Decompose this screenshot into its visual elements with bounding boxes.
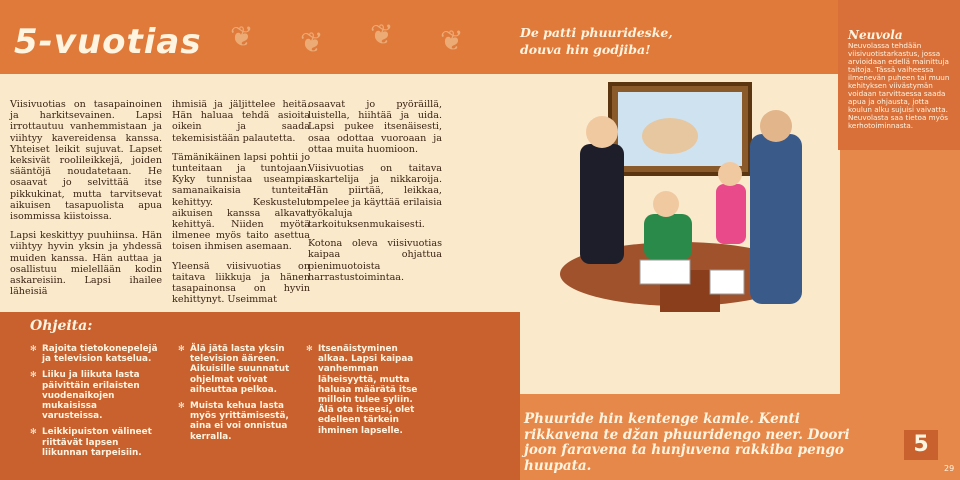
paragraph: Viisivuotias on taitava askartelija ja nikkaroija. Hän piirtää, leikkaa, ompelee ja käyttää erilaisia työkaluja tarkoituksenmukaisesti. <box>308 163 442 231</box>
tips-column-3 <box>306 344 426 442</box>
flower-ornament-icon: ❦ <box>300 26 324 59</box>
tip-item: ✻ Itsenäistyminen alkaa. Lapsi kaipaa vanhemman läheisyyttä, mutta haluaa määrätä itse milloin tulee syliin. Älä ota itseesi, olet edelleen tärkein ihminen lapselle. <box>306 344 426 436</box>
paragraph: Kotona oleva viisivuotias kaipaa ohjattua pienimuotoista harrastustoimintaa. <box>308 238 442 283</box>
grandfather-head <box>586 116 618 148</box>
flower-ornament-icon: ❦ <box>230 20 254 53</box>
text-column-1 <box>10 99 162 305</box>
paragraph: osaavat jo pyöräillä, luistella, hiihtää ja uida. Lapsi pukee itsenäisesti, osaa odottaa vuoroaan ja ottaa muita huomioon. <box>308 99 442 155</box>
page-number: 29 <box>944 464 955 473</box>
tips-column-2 <box>178 344 294 448</box>
tip-item: ✻ Liiku ja liikuta lasta päivittäin erilaisten vuodenaikojen mukaisissa varusteissa. <box>30 370 160 421</box>
text-column-2 <box>172 99 310 313</box>
tip-item: ✻ Rajoita tietokonepelejä ja television katselua. <box>30 344 160 364</box>
drawing-paper <box>710 270 744 294</box>
paragraph: Tämänikäinen lapsi pohtii jo tunteitaan ja tuntojaan. Kyky tunnistaa useampia samanaikaisia tunteita kehittyy. Keskustelut aikuisen kanssa alkavat kehittyä. Niiden myötä ilmenee myös taito asettua toisen ihmisen asemaan. <box>172 151 310 253</box>
paragraph: Lapsi keskittyy puuhiinsa. Hän viihtyy hyvin yksin ja yhdessä muiden kanssa. Hän auttaa ja osallistuu mielellään kodin askareisiin. Lapsi ihailee läheisiä <box>10 230 162 298</box>
tips-title: Ohjeita: <box>30 318 93 334</box>
neuvola-title: Neuvola <box>848 28 903 42</box>
boy-figure <box>644 214 692 260</box>
page-title: 5-vuotias <box>14 22 202 62</box>
paragraph: Viisivuotias on tasapainoinen ja harkitsevainen. Lapsi irrottautuu vanhemmistaan ja viihtyy kavereidensa kanssa. Yhteiset leikit sujuvat. Lapset keksivät roolileikkejä, joiden sääntöjä noudatetaan. He osaavat jo selvittää itse pikkukinat, mutta tarvitsevat aikuisen tasapuolista apua isommissa kiistoissa. <box>10 99 162 223</box>
tips-column-1 <box>30 344 160 464</box>
paragraph: ihmisiä ja jäljittelee heitä. Hän haluaa tehdä asioita oikein ja saada tekemisistään palautetta. <box>172 99 310 144</box>
boy-head <box>653 191 679 217</box>
girl-figure <box>716 184 746 244</box>
girl-head <box>718 162 742 186</box>
family-drawing-illustration <box>520 74 838 312</box>
neuvola-text: Neuvolassa tehdään viisivuotistarkastus, jossa arvioidaan edellä mainittuja taitoja. Tässä vaiheessa ilmenevän puheen tai muun kehityksen viivästymän voidaan tarvittaessa saada apua ja ohjausta, jotta koulun alku sujuisi vaivatta. Neuvolasta saa tietoa myös kerhotoiminnasta. <box>848 41 950 130</box>
grandfather-figure <box>580 144 624 264</box>
paragraph: Yleensä viisivuotias on taitava liikkuja ja hänen tasapainonsa on hyvin kehittynyt. Useimmat <box>172 260 310 306</box>
text-column-3 <box>308 99 442 291</box>
grandmother-head <box>760 110 792 142</box>
tip-item: ✻ Muista kehua lasta myös yrittämisestä, aina ei voi onnistua kerralla. <box>178 401 294 442</box>
grandmother-figure <box>750 134 802 304</box>
flower-ornament-icon: ❦ <box>370 18 394 51</box>
tip-item: ✻ Älä jätä lasta yksin television ääreen. Aikuisille suunnatut ohjelmat voivat aiheuttaa pelkoa. <box>178 344 294 395</box>
page-badge: 5 <box>904 430 938 460</box>
tip-item: ✻ Leikkipuiston välineet riittävät lapsen liikunnan tarpeisiin. <box>30 427 160 458</box>
romani-text: Phuuride hin kentenge kamle. Kenti rikkavena te džan phuuridengo neer. Doori joon faravena ta hunjuvena rakkiba pengo huupata. <box>524 411 850 474</box>
drawing-paper <box>640 260 690 284</box>
romani-quote: De patti phuurideske, douva hin godjiba! <box>520 25 673 57</box>
horse-painting <box>642 118 698 154</box>
flower-ornament-icon: ❦ <box>440 24 464 57</box>
